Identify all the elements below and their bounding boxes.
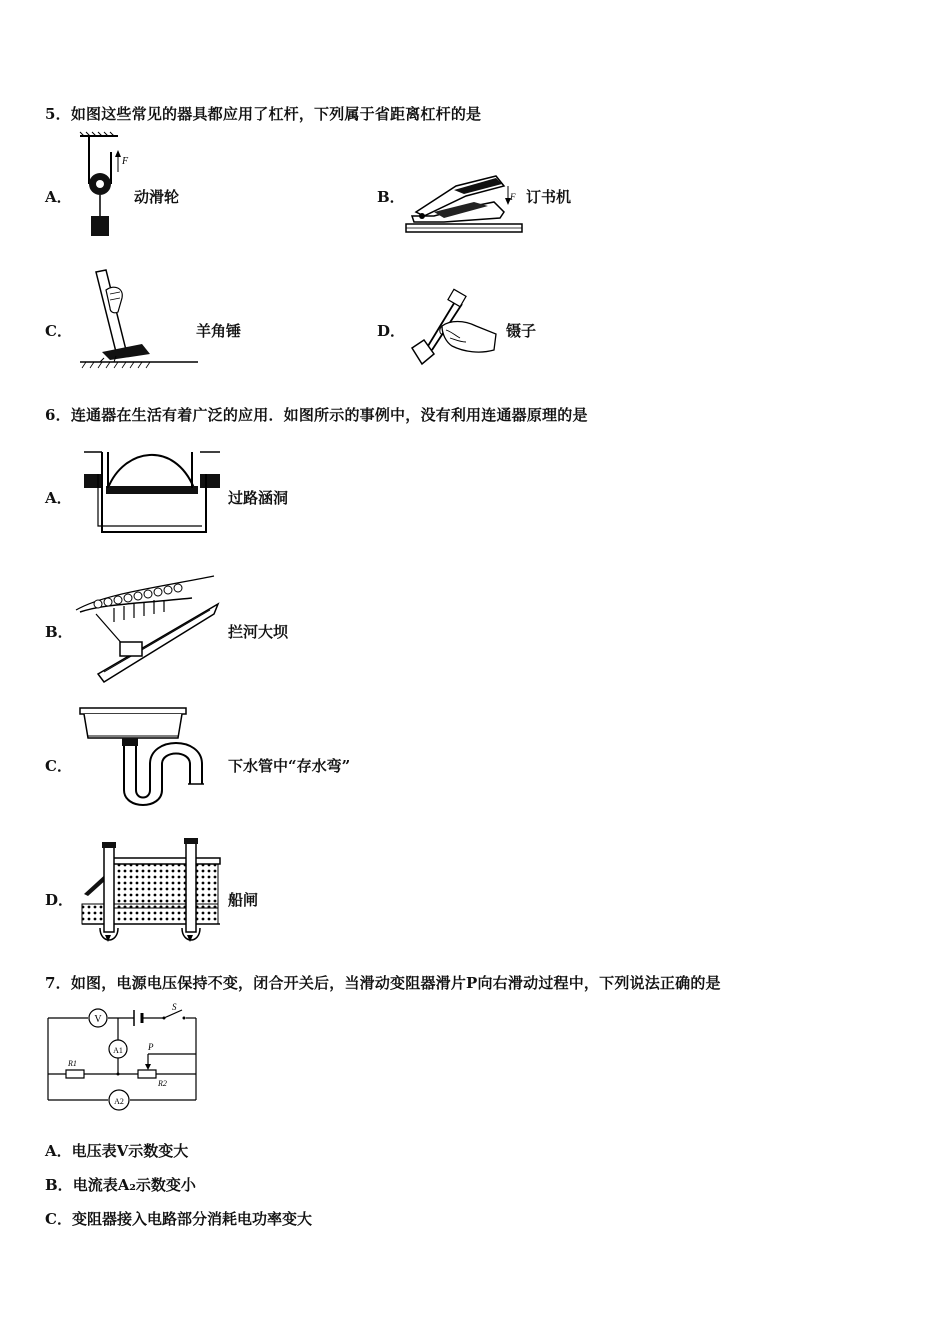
- q6-option-c-caption: 下水管中“存水弯”: [228, 757, 351, 775]
- drain-trap-figure: [76, 706, 222, 812]
- r2-label: R2: [158, 1079, 167, 1088]
- river-dam-figure: [74, 574, 218, 682]
- q5-option-a-caption: 动滑轮: [134, 188, 180, 206]
- q6-option-c-letter[interactable]: C．: [45, 757, 72, 775]
- q7-option-b[interactable]: [45, 1174, 196, 1195]
- slider-label: P: [148, 1042, 154, 1052]
- q5-option-b-caption: 订书机: [526, 188, 572, 206]
- q6-option-a-letter[interactable]: A．: [45, 489, 72, 507]
- circuit-diagram: [44, 1004, 204, 1108]
- ammeter2-label: A2: [114, 1097, 124, 1106]
- q5-option-b-letter[interactable]: B．: [377, 188, 405, 206]
- tweezers-figure: [406, 290, 502, 370]
- q5-option-d-caption: 镊子: [506, 322, 537, 340]
- q7-option-a-letter: A．: [45, 1142, 72, 1160]
- movable-pulley-figure: [78, 132, 128, 240]
- q5-option-c-letter[interactable]: C．: [45, 322, 72, 340]
- q7-option-a[interactable]: [45, 1140, 188, 1161]
- claw-hammer-figure: [80, 268, 200, 370]
- switch-label: S: [172, 1002, 177, 1012]
- q7-option-b-letter: B．: [45, 1176, 73, 1194]
- q5-option-d-letter[interactable]: D．: [377, 322, 406, 340]
- stapler-force-label: F: [510, 192, 516, 202]
- voltmeter-label: V: [94, 1014, 102, 1025]
- question-5-stem: 5．如图这些常见的器具都应用了杠杆，下列属于省距离杠杆的是: [45, 105, 482, 123]
- ship-lock-figure: [80, 832, 224, 944]
- ammeter1-label: A1: [113, 1046, 123, 1055]
- stapler-figure: [404, 172, 524, 236]
- question-7-stem: 7．如图，电源电压保持不变，闭合开关后，当滑动变阻器滑片P向右滑动过程中，下列说法正确的是: [45, 974, 721, 992]
- q6-option-a-caption: 过路涵洞: [228, 489, 289, 507]
- q7-option-c-letter: C．: [45, 1210, 72, 1228]
- r1-label: R1: [68, 1059, 77, 1068]
- q6-option-b-caption: 拦河大坝: [228, 623, 289, 641]
- q6-option-b-letter[interactable]: B．: [45, 623, 73, 641]
- road-culvert-figure: [84, 440, 224, 536]
- question-6-stem: 6．连通器在生活有着广泛的应用．如图所示的事例中，没有利用连通器原理的是: [45, 406, 588, 424]
- q7-option-c-text: 变阻器接入电路部分消耗电功率变大: [71, 1210, 312, 1228]
- q7-option-c[interactable]: [45, 1208, 312, 1229]
- q7-option-b-text: 电流表A₂示数变小: [72, 1176, 196, 1194]
- q5-option-a-letter[interactable]: A．: [45, 188, 72, 206]
- q6-option-d-caption: 船闸: [228, 891, 259, 909]
- q7-option-a-text: 电压表V示数变大: [71, 1142, 189, 1160]
- pulley-force-label: F: [122, 156, 129, 167]
- q5-option-c-caption: 羊角锤: [196, 322, 242, 340]
- q6-option-d-letter[interactable]: D．: [45, 891, 74, 909]
